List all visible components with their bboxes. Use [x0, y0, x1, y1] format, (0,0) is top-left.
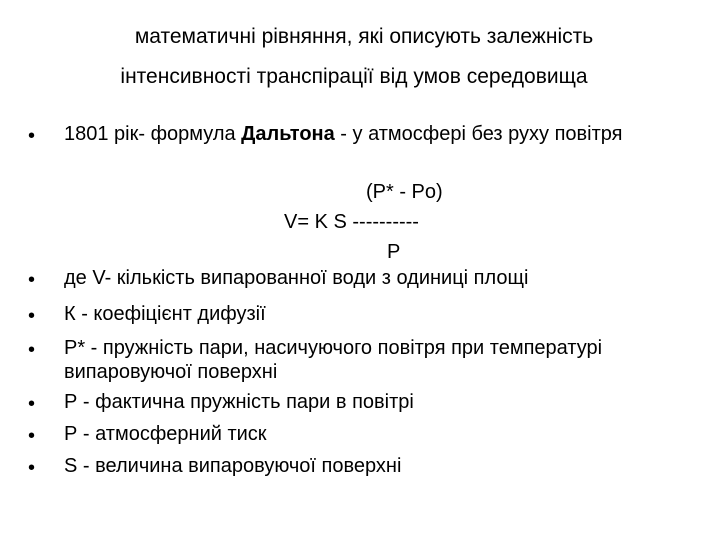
bullet-marker: • — [28, 125, 36, 147]
bullet-marker: • — [28, 305, 36, 327]
bullet-text-pre: 1801 рік- формула — [64, 123, 242, 145]
bullet-text-p-star: Р* - пружність пари, насичуючого повітря при температурі випаровуючої поверхні — [64, 337, 603, 383]
dalton-name: Дальтона — [241, 123, 335, 145]
formula-main: V= K S ---------- — [284, 211, 419, 233]
bullet-marker: • — [28, 269, 36, 291]
bullet-text-dalton — [64, 122, 694, 146]
formula-numerator: (P* - Po) — [366, 181, 443, 203]
bullet-text-p-actual: Р - фактична пружність пари в повітрі — [64, 391, 414, 413]
bullet-text-v: де V- кількість випарованної води з одиниці площі — [64, 267, 529, 289]
bullet-text-s: S - величина випаровуючої поверхні — [64, 455, 402, 477]
title-line-1: математичні рівняння, які описують залежність — [134, 25, 594, 48]
formula-denominator: P — [387, 241, 401, 263]
bullet-marker: • — [28, 393, 36, 415]
bullet-text-p-atm: Р - атмосферний тиск — [64, 423, 267, 445]
bullet-marker: • — [28, 339, 36, 361]
bullet-text-post: - у атмосфері без руху повітря — [334, 123, 623, 145]
bullet-marker: • — [28, 425, 36, 447]
bullet-text-k: К - коефіцієнт дифузії — [64, 303, 266, 325]
bullet-marker: • — [28, 457, 36, 479]
title-line-2: інтенсивності транспірації від умов середовища — [120, 65, 588, 88]
